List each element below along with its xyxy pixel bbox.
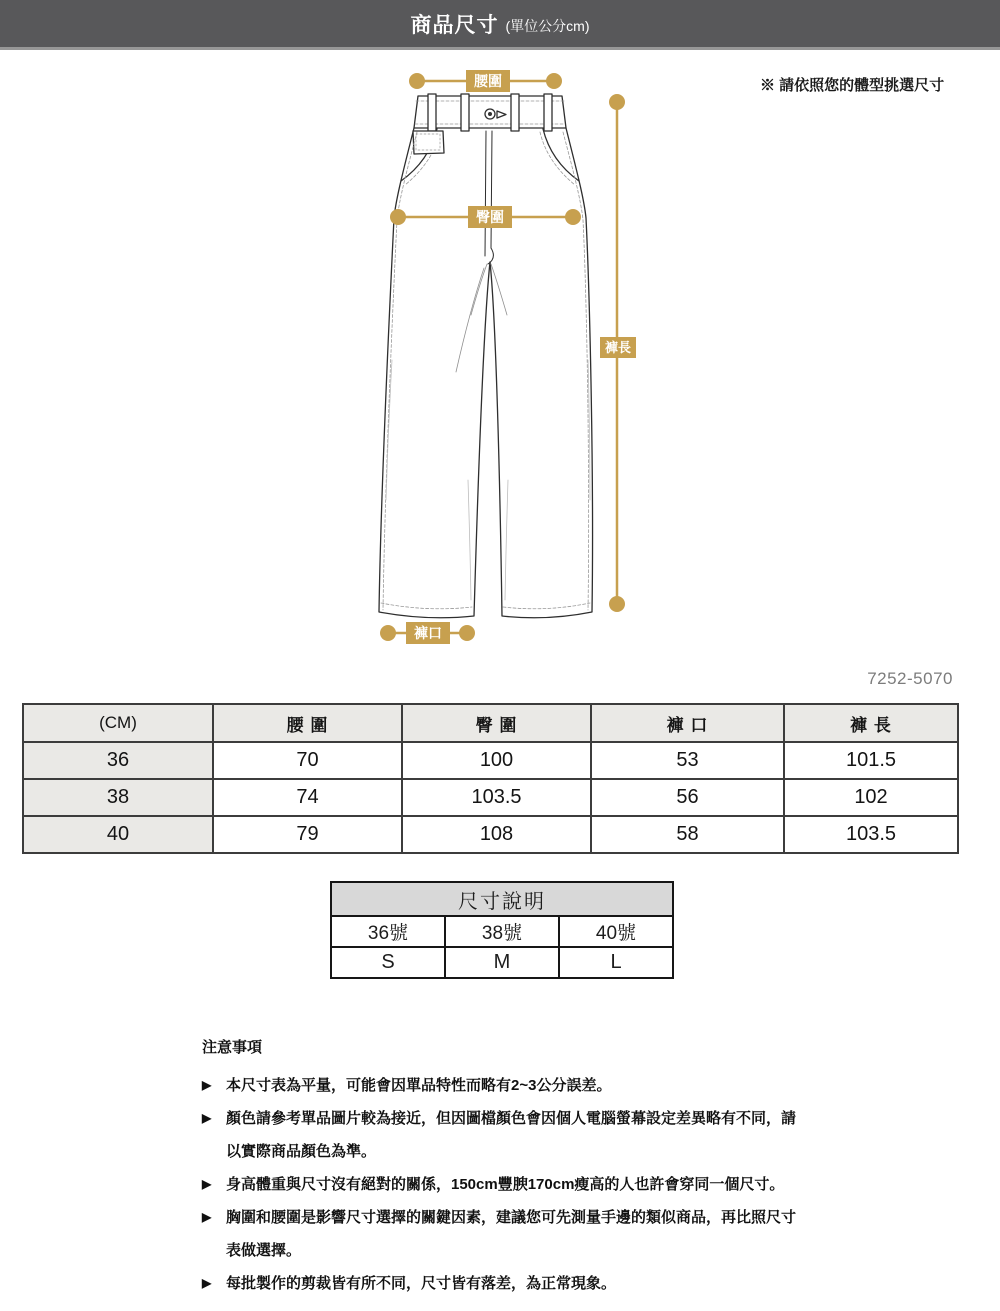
size-value-cell: 108 [402,816,591,853]
size-value-cell: 56 [591,779,784,816]
note-text: 本尺寸表為平量，可能會因單品特性而略有2~3公分誤差。 [226,1077,612,1094]
header-bar [0,0,1000,50]
hem-measure [380,622,475,644]
bullet-arrow-icon: ▶ [202,1276,212,1290]
size-table-header-hem: 褲 口 [591,704,784,742]
size-row-label: 40 [23,816,213,853]
legend-size-cell: 40號 [559,916,673,947]
size-row-label: 36 [23,742,213,779]
product-code: 7252-5070 [867,669,953,688]
size-value-cell: 74 [213,779,402,816]
hip-label: 臀圍 [476,209,504,225]
note-item [202,1069,842,1102]
notes-heading: 注意事項 [202,1039,263,1056]
size-table-header-hip: 臀 圍 [402,704,591,742]
note-item [202,1168,842,1201]
note-item [202,1102,842,1168]
notes-section [202,1038,842,1300]
note-item [202,1201,842,1267]
note-text: 胸圍和腰圍是影響尺寸選擇的關鍵因素，建議您可先測量手邊的類似商品，再比照尺寸表做選擇。 [226,1209,797,1259]
legend-letter-row [331,947,673,978]
legend-size-row [331,916,673,947]
table-row [23,742,958,779]
coin-pocket [413,131,444,154]
size-row-label: 38 [23,779,213,816]
legend-letter-cell: S [331,947,445,978]
unit-label: (單位公分cm) [505,17,590,34]
note-item [202,1267,842,1300]
waist-label: 腰圍 [474,73,502,89]
size-value-cell: 100 [402,742,591,779]
bullet-arrow-icon: ▶ [202,1177,212,1191]
pants-diagram [350,55,670,665]
size-value-cell: 101.5 [784,742,958,779]
bullet-arrow-icon: ▶ [202,1210,212,1224]
size-table-header-cm: (CM) [23,704,213,742]
size-value-cell: 53 [591,742,784,779]
legend-letter-cell: L [559,947,673,978]
legend-size-cell: 36號 [331,916,445,947]
hem-label: 褲口 [414,625,442,641]
note-text: 身高體重與尺寸沒有絕對的關係，150cm豐腴170cm瘦高的人也許會穿同一個尺寸。 [226,1176,785,1193]
size-value-cell: 70 [213,742,402,779]
size-value-cell: 79 [213,816,402,853]
fit-note: ※ 請依照您的體型挑選尺寸 [760,77,945,94]
table-row [23,816,958,853]
note-text: 顏色請參考單品圖片較為接近，但因圖檔顏色會因個人電腦螢幕設定差異略有不同，請以實際商品顏色為準。 [226,1110,797,1160]
legend-size-cell: 38號 [445,916,559,947]
size-legend-table [330,881,674,979]
legend-letter-cell: M [445,947,559,978]
pants-drawing [379,94,593,618]
page-title: 商品尺寸 [410,13,499,37]
length-label: 褲長 [604,340,632,355]
size-table [22,703,959,854]
size-table-header-row [23,704,958,742]
waist-measure [409,70,562,92]
bullet-arrow-icon: ▶ [202,1078,212,1092]
note-text: 每批製作的剪裁皆有所不同，尺寸皆有落差，為正常現象。 [226,1275,617,1292]
length-measure [600,94,636,612]
legend-title-row [331,882,673,916]
bullet-arrow-icon: ▶ [202,1111,212,1125]
note-list [202,1069,842,1300]
size-value-cell: 58 [591,816,784,853]
size-value-cell: 103.5 [784,816,958,853]
size-value-cell: 103.5 [402,779,591,816]
size-table-header-length: 褲 長 [784,704,958,742]
table-row [23,779,958,816]
size-value-cell: 102 [784,779,958,816]
size-table-header-waist: 腰 圍 [213,704,402,742]
legend-title: 尺寸說明 [331,882,673,916]
